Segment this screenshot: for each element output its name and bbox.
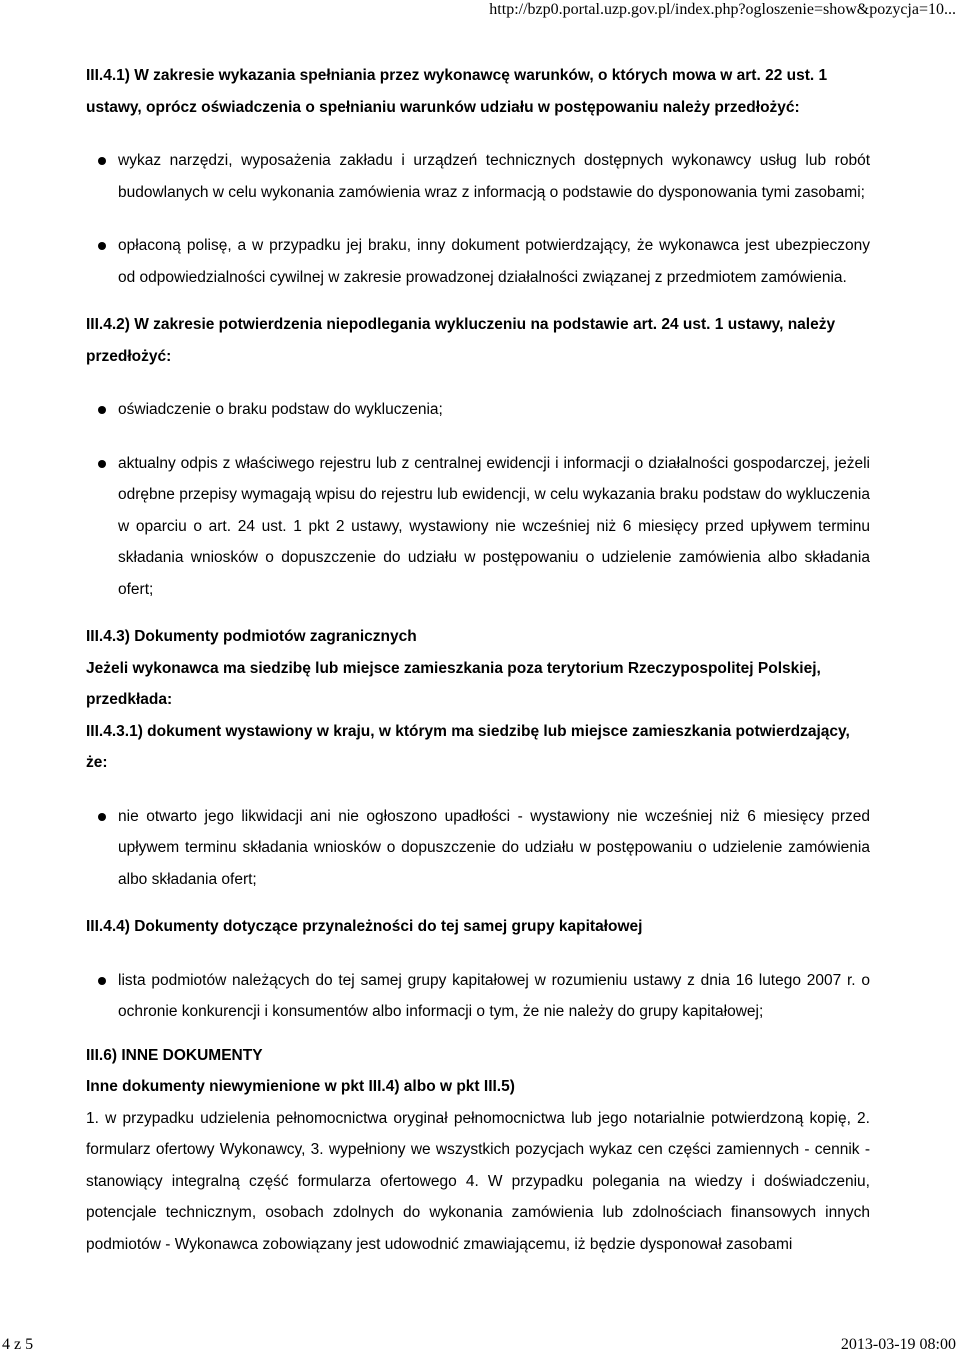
section-iii-4-4-heading: III.4.4) Dokumenty dotyczące przynależności do tej samej grupy kapitałowej: [86, 918, 643, 935]
list-item: aktualny odpis z właściwego rejestru lub z centralnej ewidencji i informacji o działalności gospodarczej, jeżeli odrębne przepisy wymagają wpisu do rejestru lub ewidencji, w celu wykazania braku podstaw do wykluczenia w oparciu o art. 24 ust. 1 pkt 2 ustawy, wystawiony nie wcześniej niż 6 miesięcy przed upływem terminu składania wniosków o dopuszczenie do udziału w postępowaniu o udzielenie zamówienia albo składania ofert;: [86, 448, 870, 606]
list-item: lista podmiotów należących do tej samej grupy kapitałowej w rozumieniu ustawy z dnia 16 lutego 2007 r. o ochronie konkurencji i konsumentów albo informacji o tym, że nie należy do grupy kapitałowej;: [86, 965, 870, 1028]
section-iii-4-3-subheading: Jeżeli wykonawca ma siedzibę lub miejsce zamieszkania poza terytorium Rzeczypospolitej Polskiej, przedkłada:: [86, 659, 821, 708]
print-datetime: 2013-03-19 08:00: [840, 1336, 956, 1353]
list-item: nie otwarto jego likwidacji ani nie ogłoszono upadłości - wystawiony nie wcześniej niż 6 miesięcy przed upływem terminu składania wniosków o dopuszczenie do udziału w postępowaniu o udzielenie zamówienia albo składania ofert;: [86, 801, 870, 896]
section-iii-4-3-list: [86, 801, 870, 896]
section-iii-4-3-1-heading: III.4.3.1) dokument wystawiony w kraju, w którym ma siedzibę lub miejsce zamieszkania potwierdzający, że:: [86, 722, 850, 771]
list-item: opłaconą polisę, a w przypadku jej braku, inny dokument potwierdzający, że wykonawca jest ubezpieczony od odpowiedzialności cywilnej w zakresie prowadzonej działalności związanej z przedmiotem zamówienia.: [86, 230, 870, 293]
section-iii-6-text: 1. w przypadku udzielenia pełnomocnictwa oryginał pełnomocnictwa lub jego notarialnie potwierdzoną kopię, 2. formularz ofertowy Wykonawcy, 3. wypełniony we wszystkich pozycjach wykaz cen części zamiennych - cennik - stanowiący integralną część formularza ofertowego 4. W przypadku polegania na wiedzy i doświadczeniu, potencjale technicznym, osobach zdolnych do wykonania zamówienia lub zdolnościach finansowych innych podmiotów - Wykonawca zobowiązany jest udowodnić zmawiającemu, iż będzie dysponował zasobami: [86, 1109, 870, 1253]
section-iii-6-heading: III.6) INNE DOKUMENTY: [86, 1046, 263, 1064]
bullet-icon: [98, 977, 106, 985]
bullet-icon: [98, 460, 106, 468]
page-url: http://bzp0.portal.uzp.gov.pl/index.php?ogloszenie=show&pozycja=10...: [489, 1, 956, 18]
bullet-icon: [98, 242, 106, 250]
section-iii-4-1-heading: III.4.1) W zakresie wykazania spełniania przez wykonawcę warunków, o których mowa w art. 22 ust. 1 ustawy, oprócz oświadczenia o spełnianiu warunków udziału w postępowaniu należy przedłożyć:: [86, 67, 828, 116]
bullet-icon: [98, 406, 106, 414]
document-body: [86, 60, 870, 1260]
section-iii-4-2-heading: III.4.2) W zakresie potwierdzenia niepodlegania wykluczeniu na podstawie art. 24 ust. 1 ustawy, należy przedłożyć:: [86, 316, 836, 365]
page-number: 4 z 5: [2, 1336, 34, 1353]
section-iii-4-1-list: [86, 145, 870, 293]
section-iii-4-3-heading: III.4.3) Dokumenty podmiotów zagranicznych: [86, 628, 417, 645]
list-item: wykaz narzędzi, wyposażenia zakładu i urządzeń technicznych dostępnych wykonawcy usług lub robót budowlanych w celu wykonania zamówienia wraz z informacją o podstawie do dysponowania tymi zasobami;: [86, 145, 870, 208]
section-iii-4-4-list: [86, 965, 870, 1028]
bullet-icon: [98, 157, 106, 165]
bullet-icon: [98, 813, 106, 821]
list-item: oświadczenie o braku podstaw do wykluczenia;: [86, 394, 870, 426]
section-iii-4-2-list: [86, 394, 870, 605]
section-iii-6-subheading: Inne dokumenty niewymienione w pkt III.4) albo w pkt III.5): [86, 1078, 515, 1095]
